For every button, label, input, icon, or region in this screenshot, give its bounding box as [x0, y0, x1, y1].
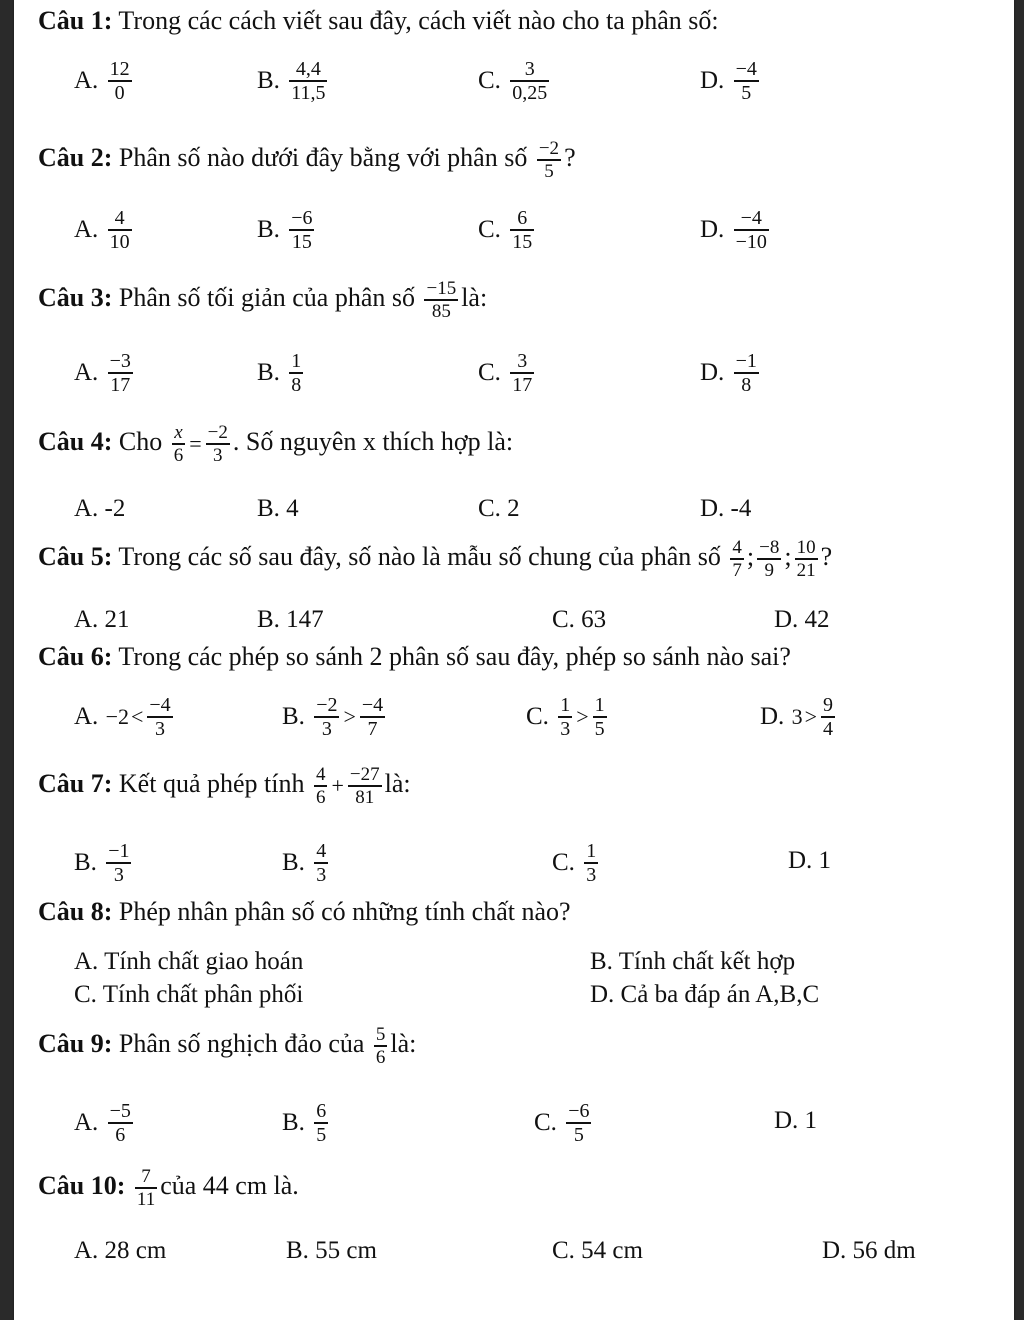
q7-option-d[interactable]: D. 1 [788, 847, 832, 874]
question-2: Câu 2: Phân số nào dưới đây bằng với phân số $\frac{-2}{5}$ ? [38, 138, 576, 182]
q8-option-b[interactable]: B. Tính chất kết hợp [590, 948, 796, 975]
q3-option-d[interactable]: D. $\frac{-1}{8}$ [700, 350, 757, 396]
q7-option-c[interactable]: C. $\frac{1}{3}$ [552, 840, 597, 886]
question-1 [38, 6, 719, 36]
q4-option-b[interactable]: B. 4 [257, 495, 299, 522]
q7-option-1[interactable]: B. $\frac{-1}{3}$ [74, 840, 130, 886]
q9-option-b[interactable]: B. $\frac{6}{5}$ [282, 1100, 327, 1146]
question-8: Câu 8: Phép nhân phân số có những tính chất nào? [38, 897, 571, 926]
q6-option-c[interactable]: C. $\frac{1}{3}$ > $\frac{1}{5}$ [526, 694, 605, 740]
q9-option-a[interactable]: A. $\frac{-5}{6}$ [74, 1100, 131, 1146]
question-6: Câu 6: Trong các phép so sánh 2 phân số sau đây, phép so sánh nào sai? [38, 642, 791, 671]
q1-option-d[interactable]: D. $\frac{-4}{5}$ [700, 58, 757, 104]
q7-option-2[interactable]: B. $\frac{4}{3}$ [282, 840, 327, 886]
q2-option-b[interactable]: B. $\frac{-6}{15}$ [257, 207, 313, 253]
q5-option-d[interactable]: D. 42 [774, 606, 830, 633]
q5-option-b[interactable]: B. 147 [257, 606, 324, 633]
q6-option-a[interactable]: A. −2< $\frac{-4}{3}$ [74, 694, 171, 740]
question-5: Câu 5: Trong các số sau đây, số nào là mẫu số chung của phân số $\frac{4}{7}$ ; $\frac{-8}{9}$ ; $\frac{10}{21}$ ? [38, 537, 833, 581]
q6-option-b[interactable]: B. $\frac{-2}{3}$ > $\frac{-4}{7}$ [282, 694, 384, 740]
question-1-number: Câu 1: [38, 6, 113, 35]
q2-option-a[interactable]: A. $\frac{4}{10}$ [74, 207, 130, 253]
q1-option-c[interactable]: C. $\frac{3}{0,25}$ [478, 58, 548, 104]
q9-option-d[interactable]: D. 1 [774, 1107, 818, 1134]
q3-option-c[interactable]: C. $\frac{3}{17}$ [478, 350, 533, 396]
q10-option-b[interactable]: B. 55 cm [286, 1237, 377, 1264]
question-3: Câu 3: Phân số tối giản của phân số $\frac{-15}{85}$ là: [38, 278, 488, 322]
q5-option-c[interactable]: C. 63 [552, 606, 607, 633]
q8-option-d[interactable]: D. Cả ba đáp án A,B,C [590, 981, 820, 1008]
q9-option-c[interactable]: C. $\frac{-6}{5}$ [534, 1100, 590, 1146]
q1-option-a[interactable]: A. $\frac{12}{0}$ [74, 58, 130, 104]
q3-option-a[interactable]: A. $\frac{-3}{17}$ [74, 350, 131, 396]
q3-option-b[interactable]: B. $\frac{1}{8}$ [257, 350, 302, 396]
q8-option-a[interactable]: A. Tính chất giao hoán [74, 948, 304, 975]
q10-option-a[interactable]: A. 28 cm [74, 1237, 167, 1264]
q2-option-c[interactable]: C. $\frac{6}{15}$ [478, 207, 533, 253]
question-7: Câu 7: Kết quả phép tính $\frac{4}{6}$ + $\frac{-27}{81}$ là: [38, 764, 411, 808]
worksheet-page [14, 0, 1014, 1320]
q10-option-c[interactable]: C. 54 cm [552, 1237, 643, 1264]
q6-option-d[interactable]: D. 3> $\frac{9}{4}$ [760, 694, 833, 740]
q4-option-c[interactable]: C. 2 [478, 495, 520, 522]
question-9: Câu 9: Phân số nghịch đảo của $\frac{5}{6}$ là: [38, 1024, 417, 1068]
question-4: Câu 4: Cho $\frac{x}{6}$ = $\frac{-2}{3}$ . Số nguyên x thích hợp là: [38, 422, 514, 466]
q2-option-d[interactable]: D. $\frac{-4}{-10}$ [700, 207, 767, 253]
q10-option-d[interactable]: D. 56 dm [822, 1237, 916, 1264]
q4-option-d[interactable]: D. -4 [700, 495, 752, 522]
q5-option-a[interactable]: A. 21 [74, 606, 130, 633]
q4-option-a[interactable]: A. -2 [74, 495, 126, 522]
q8-option-c[interactable]: C. Tính chất phân phối [74, 981, 304, 1008]
question-10: Câu 10: $\frac{7}{11}$ của 44 cm là. [38, 1166, 299, 1210]
question-1-text: Trong các cách viết sau đây, cách viết nào cho ta phân số: [112, 6, 719, 35]
q1-option-b[interactable]: B. $\frac{4,4}{11,5}$ [257, 58, 326, 104]
